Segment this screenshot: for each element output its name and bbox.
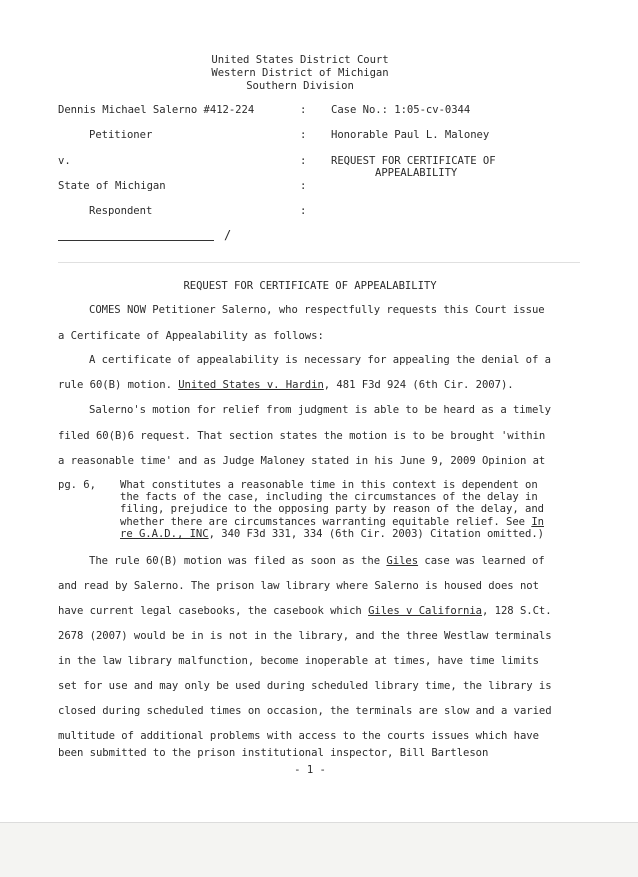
court-name: United States District Court xyxy=(211,54,389,66)
document-heading: REQUEST FOR CERTIFICATE OF APPEALABILITY xyxy=(183,280,437,292)
quote-page-ref: pg. 6, xyxy=(58,479,96,491)
body-line: COMES NOW Petitioner Salerno, who respectfully requests this Court issue xyxy=(89,304,545,316)
petitioner-name: Dennis Michael Salerno #412-224 xyxy=(58,104,255,116)
body-line-citation xyxy=(89,555,545,568)
body-text: , 481 F3d 924 (6th Cir. 2007). xyxy=(323,379,514,391)
body-text: , 128 S.Ct. xyxy=(481,605,552,617)
versus: v. xyxy=(58,155,71,167)
caption-colon: : xyxy=(300,129,307,141)
body-text: The rule 60(B) motion was filed as soon as the xyxy=(89,555,387,567)
body-line: A certificate of appealability is necessary for appealing the denial of a xyxy=(89,354,551,366)
section-divider xyxy=(58,262,580,263)
body-line: a reasonable time' and as Judge Maloney stated in his June 9, 2009 Opinion at xyxy=(58,455,546,467)
body-text: whether there are circumstances warranting equitable relief. See xyxy=(120,516,532,528)
court-division: Southern Division xyxy=(246,80,354,92)
body-line: closed during scheduled times on occasion, the terminals are slow and a varied xyxy=(58,705,552,717)
document-title-caption-line2: APPEALABILITY xyxy=(375,167,458,179)
respondent-name: State of Michigan xyxy=(58,180,166,192)
case-citation: United States v. Hardin xyxy=(178,379,324,391)
body-line: and read by Salerno. The prison law library where Salerno is housed does not xyxy=(58,580,539,592)
quote-line: the facts of the case, including the circumstances of the delay in xyxy=(120,491,538,503)
body-line-citation xyxy=(58,379,514,392)
quote-line: filing, prejudice to the opposing party by reason of the delay, and xyxy=(120,503,544,515)
body-line: in the law library malfunction, become inoperable at times, have time limits xyxy=(58,655,539,667)
case-citation: Giles v California xyxy=(368,605,482,617)
petitioner-role: Petitioner xyxy=(89,129,153,141)
court-district: Western District of Michigan xyxy=(211,67,389,79)
page-number: - 1 - xyxy=(294,764,326,776)
body-line: set for use and may only be used during scheduled library time, the library is xyxy=(58,680,552,692)
body-line: been submitted to the prison institutional inspector, Bill Bartleson xyxy=(58,747,489,759)
body-line-citation xyxy=(58,605,552,618)
caption-colon: : xyxy=(300,104,307,116)
caption-underline xyxy=(58,240,214,241)
body-line: Salerno's motion for relief from judgment is able to be heard as a timely xyxy=(89,404,551,416)
document-title-caption: REQUEST FOR CERTIFICATE OF xyxy=(331,155,496,167)
case-number: Case No.: 1:05-cv-0344 xyxy=(331,104,471,116)
case-citation: re G.A.D., INC xyxy=(120,528,209,540)
body-text: case was learned of xyxy=(418,555,545,567)
case-citation: Giles xyxy=(386,555,419,567)
caption-colon: : xyxy=(300,205,307,217)
caption-colon: : xyxy=(300,180,307,192)
caption-slash: / xyxy=(224,228,232,242)
body-line: 2678 (2007) would be in is not in the library, and the three Westlaw terminals xyxy=(58,630,552,642)
case-citation: In xyxy=(531,516,544,528)
body-line: multitude of additional problems with access to the courts issues which have xyxy=(58,730,539,742)
judge-name: Honorable Paul L. Maloney xyxy=(331,129,490,141)
body-text: rule 60(B) motion. xyxy=(58,379,179,391)
body-line: a Certificate of Appealability as follows: xyxy=(58,330,324,342)
body-line: filed 60(B)6 request. That section states the motion is to be brought 'within xyxy=(58,430,546,442)
caption-colon: : xyxy=(300,155,307,167)
body-text: , 340 F3d 331, 334 (6th Cir. 2003) Citation omitted.) xyxy=(208,528,544,540)
quote-line: What constitutes a reasonable time in this context is dependent on xyxy=(120,479,538,491)
body-text: have current legal casebooks, the casebook which xyxy=(58,605,369,617)
respondent-role: Respondent xyxy=(89,205,153,217)
quote-line-citation xyxy=(120,528,544,541)
